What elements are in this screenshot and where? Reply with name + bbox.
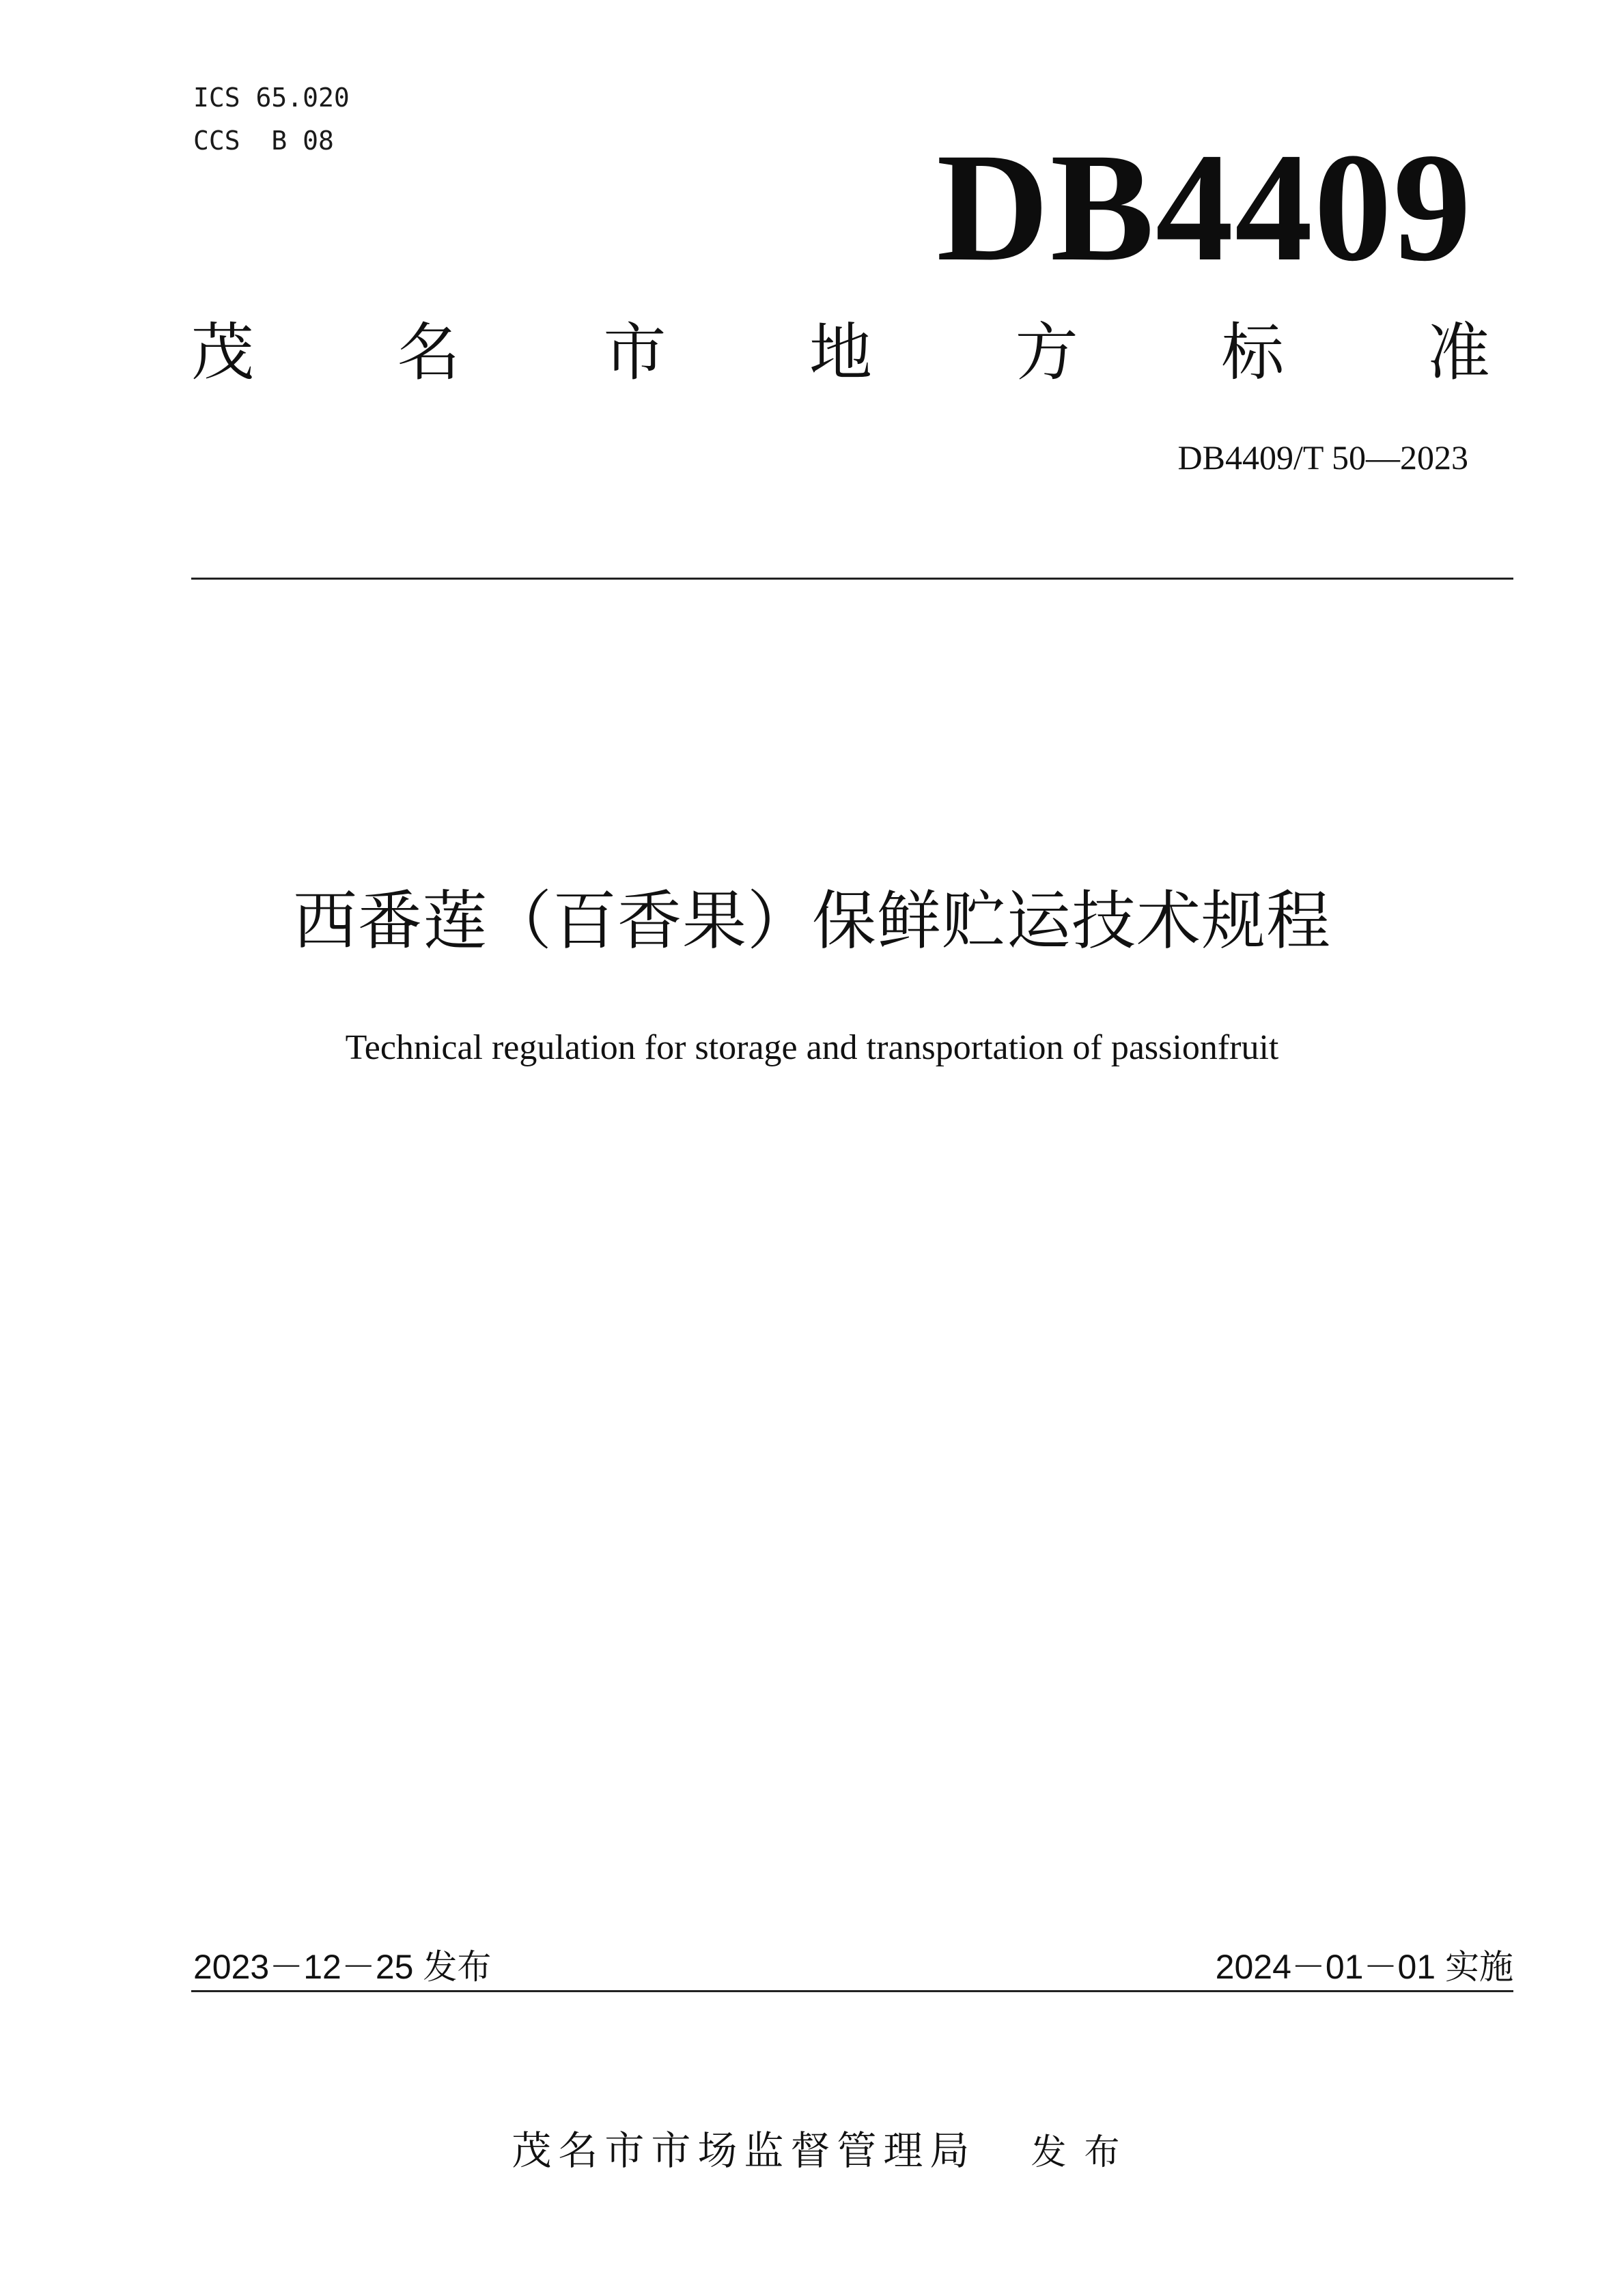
standard-type-char: 地 bbox=[809, 316, 872, 389]
issuer-action: 发布 bbox=[1031, 2132, 1138, 2173]
standard-type-char: 市 bbox=[603, 316, 667, 389]
document-title-zh: 西番莲（百香果）保鲜贮运技术规程 bbox=[292, 884, 1331, 959]
issuer-name: 茂名市市场监督管理局 bbox=[512, 2127, 977, 2174]
standard-number: DB4409/T 50—2023 bbox=[1177, 438, 1468, 477]
standard-mark: DB4409 bbox=[936, 122, 1472, 294]
issuer-block bbox=[0, 2069, 1624, 2180]
bottom-divider bbox=[191, 1990, 1513, 1992]
standard-type-char: 名 bbox=[397, 316, 460, 389]
standard-type-char: 茂 bbox=[191, 316, 255, 389]
effective-date: 2024－01－01 实施 bbox=[1215, 1948, 1513, 1986]
standard-type-char: 方 bbox=[1015, 316, 1078, 389]
ccs-code: CCS B 08 bbox=[193, 126, 334, 156]
standard-type-heading bbox=[191, 315, 1490, 391]
ics-code: ICS 65.020 bbox=[193, 83, 350, 113]
issue-date: 2023－12－25 发布 bbox=[193, 1948, 492, 1986]
standard-type-char: 准 bbox=[1427, 316, 1490, 389]
document-title-en: Technical regulation for storage and transportation of passionfruit bbox=[345, 1028, 1279, 1067]
standard-type-char: 标 bbox=[1221, 316, 1285, 389]
top-divider bbox=[191, 578, 1513, 580]
